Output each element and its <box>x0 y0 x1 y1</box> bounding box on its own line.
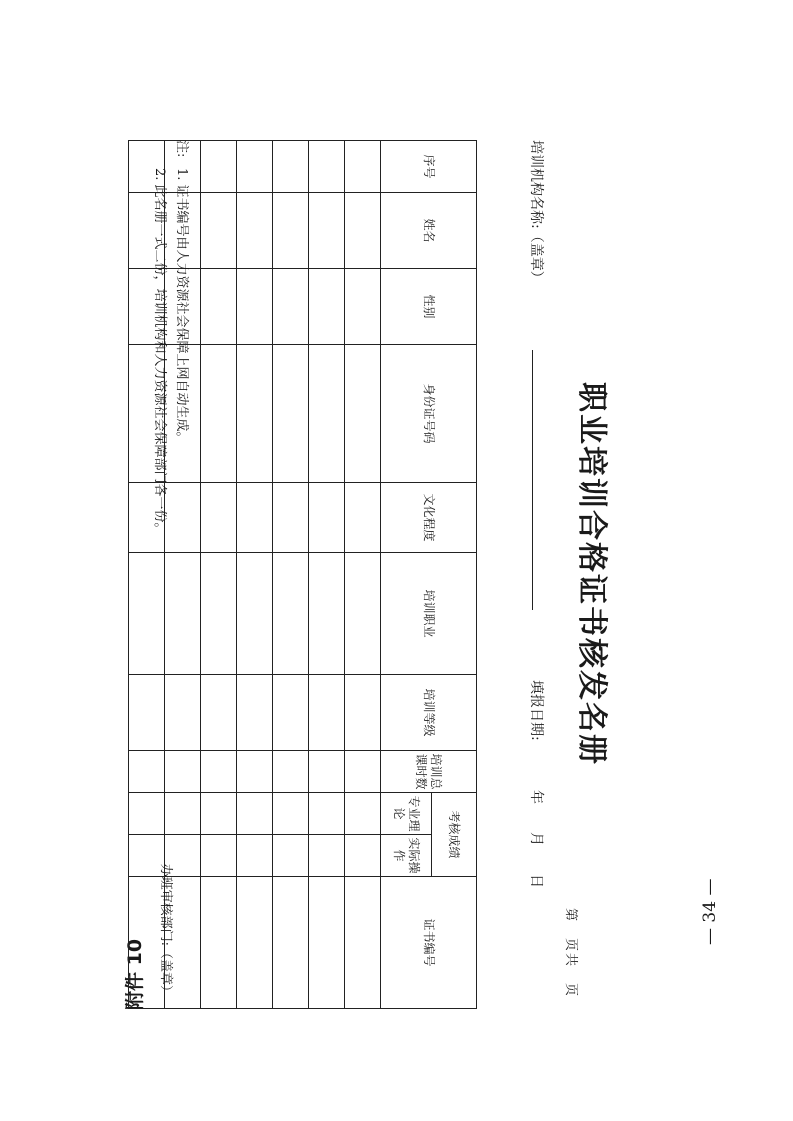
table-cell[interactable] <box>345 793 381 835</box>
table-cell[interactable] <box>273 483 309 553</box>
table-cell[interactable] <box>201 835 237 877</box>
table-cell[interactable] <box>201 877 237 1009</box>
date-label: 填报日期: <box>528 680 544 741</box>
table-cell[interactable] <box>345 269 381 345</box>
header-name: 姓名 <box>381 193 477 269</box>
table-cell[interactable] <box>345 675 381 751</box>
header-exam-group: 考核成绩 <box>432 793 477 877</box>
table-cell[interactable] <box>345 193 381 269</box>
table-cell[interactable] <box>165 793 201 835</box>
table-row <box>273 141 309 1009</box>
table-cell[interactable] <box>345 751 381 793</box>
attachment-label: 附件 10 <box>124 938 146 1010</box>
table-cell[interactable] <box>129 793 165 835</box>
table-cell[interactable] <box>273 141 309 193</box>
table-cell[interactable] <box>273 835 309 877</box>
table-cell[interactable] <box>237 675 273 751</box>
table-cell[interactable] <box>201 675 237 751</box>
table-cell[interactable] <box>201 751 237 793</box>
notes <box>148 140 192 536</box>
header-level: 培训等级 <box>381 675 477 751</box>
form-meta <box>523 140 547 1008</box>
table-cell[interactable] <box>201 193 237 269</box>
institution-label: 培训机构名称:（盖章） <box>528 140 544 285</box>
note-item-2: 2. 此名册一式二份，培训机构和人力资源社会保障部门各一份。 <box>152 168 167 536</box>
page-number: — 34 — <box>700 878 720 945</box>
table-row <box>345 141 381 1009</box>
header-seq: 序号 <box>381 141 477 193</box>
table-cell[interactable] <box>237 877 273 1009</box>
table-cell[interactable] <box>345 141 381 193</box>
dept-label: 办班审核部门:（盖章） <box>158 863 173 998</box>
table-cell[interactable] <box>237 793 273 835</box>
table-cell[interactable] <box>309 675 345 751</box>
table-cell[interactable] <box>309 877 345 1009</box>
form-title: 职业培训合格证书核发名册 <box>574 382 609 766</box>
header-education: 文化程度 <box>381 483 477 553</box>
table-cell[interactable] <box>165 751 201 793</box>
table-cell[interactable] <box>273 553 309 675</box>
table-cell[interactable] <box>309 793 345 835</box>
table-cell[interactable] <box>273 345 309 483</box>
table-cell[interactable] <box>345 345 381 483</box>
table-cell[interactable] <box>273 193 309 269</box>
table-cell[interactable] <box>273 793 309 835</box>
table-cell[interactable] <box>201 141 237 193</box>
table-cell[interactable] <box>309 835 345 877</box>
page-counter: 第 页共 页 <box>563 907 578 998</box>
table-cell[interactable] <box>237 269 273 345</box>
date-ymd: 年 月 日 <box>528 790 544 888</box>
table-cell[interactable] <box>237 553 273 675</box>
table-cell[interactable] <box>201 553 237 675</box>
table-cell[interactable] <box>345 877 381 1009</box>
institution-input-line[interactable] <box>532 350 533 610</box>
table-cell[interactable] <box>309 193 345 269</box>
header-cert-no: 证书编号 <box>381 877 477 1009</box>
header-exam-theory: 专业理论 <box>381 793 432 835</box>
table-cell[interactable] <box>237 483 273 553</box>
header-gender: 性别 <box>381 269 477 345</box>
table-cell[interactable] <box>237 193 273 269</box>
header-id-number: 身份证号码 <box>381 345 477 483</box>
table-cell[interactable] <box>345 835 381 877</box>
table-cell[interactable] <box>201 483 237 553</box>
table-cell[interactable] <box>345 553 381 675</box>
table-cell[interactable] <box>309 553 345 675</box>
roster-form <box>137 140 617 1008</box>
table-cell[interactable] <box>273 751 309 793</box>
table-cell[interactable] <box>201 793 237 835</box>
table-cell[interactable] <box>309 751 345 793</box>
table-cell[interactable] <box>129 553 165 675</box>
note-item-1: 1. 证书编号由人力资源社会保障上网自动生成。 <box>174 168 189 445</box>
table-cell[interactable] <box>129 751 165 793</box>
header-total-hours: 培训总课时数 <box>381 751 477 793</box>
table-cell[interactable] <box>201 345 237 483</box>
table-cell[interactable] <box>165 553 201 675</box>
table-cell[interactable] <box>237 141 273 193</box>
table-cell[interactable] <box>237 835 273 877</box>
table-cell[interactable] <box>165 675 201 751</box>
table-cell[interactable] <box>309 269 345 345</box>
table-cell[interactable] <box>237 345 273 483</box>
table-row <box>309 141 345 1009</box>
notes-prefix: 注: <box>174 140 189 158</box>
table-row <box>201 141 237 1009</box>
table-cell[interactable] <box>237 751 273 793</box>
table-cell[interactable] <box>309 483 345 553</box>
table-cell[interactable] <box>309 345 345 483</box>
table-cell[interactable] <box>273 877 309 1009</box>
table-cell[interactable] <box>309 141 345 193</box>
header-exam-practice: 实际操作 <box>381 835 432 877</box>
header-occupation: 培训职业 <box>381 553 477 675</box>
table-cell[interactable] <box>201 269 237 345</box>
table-cell[interactable] <box>129 675 165 751</box>
table-cell[interactable] <box>273 675 309 751</box>
table-row <box>237 141 273 1009</box>
table-cell[interactable] <box>345 483 381 553</box>
table-cell[interactable] <box>273 269 309 345</box>
